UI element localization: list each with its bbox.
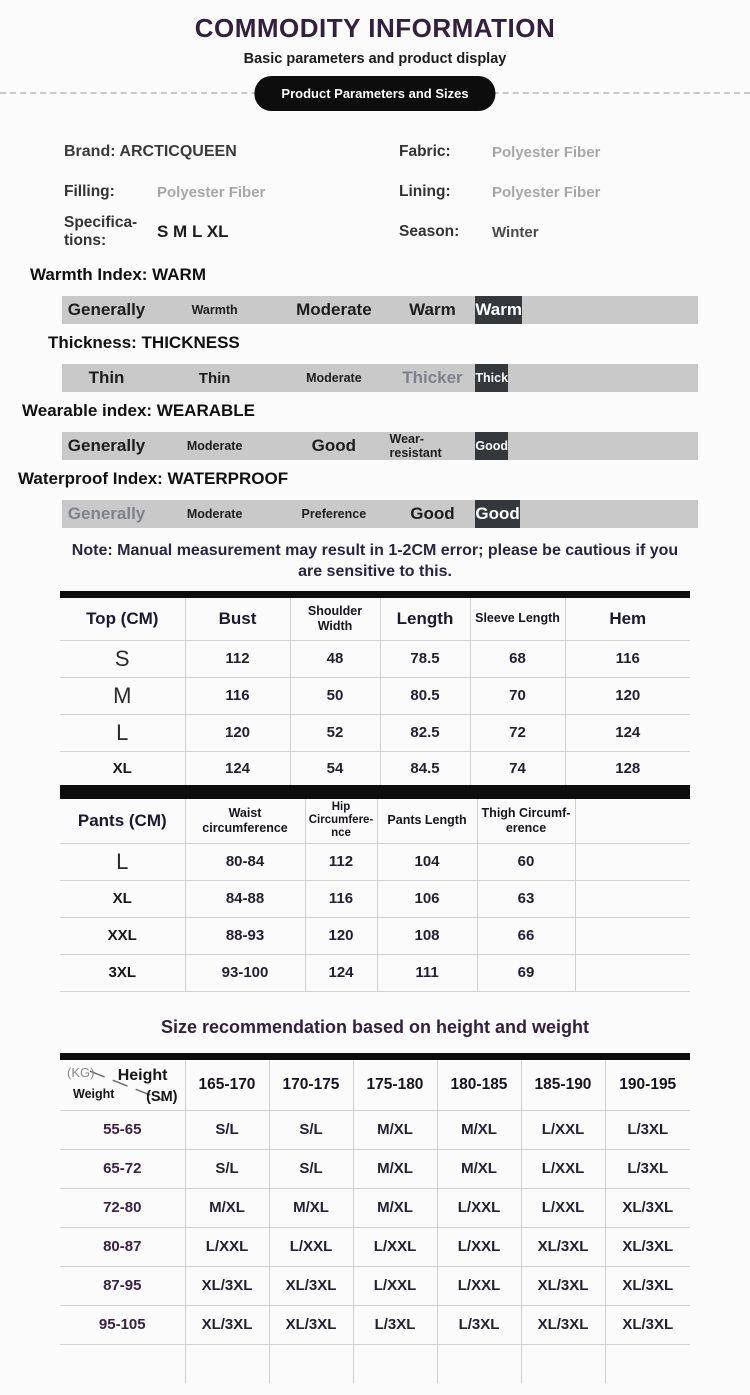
thickness-index-bar bbox=[62, 364, 698, 392]
size-recommendation-row bbox=[60, 1344, 690, 1383]
empty-cell bbox=[575, 843, 690, 880]
shoulder-width-cell: 48 bbox=[290, 640, 380, 677]
top-table-row bbox=[60, 677, 690, 714]
height-label: Height bbox=[117, 1066, 168, 1084]
hem-cell: 120 bbox=[565, 677, 690, 714]
measurement-note: Note: Manual measurement may result in 1-2CM error; please be cautious if you are sensitive to this. bbox=[71, 542, 679, 580]
weight-range-cell: 65-72 bbox=[60, 1149, 185, 1188]
page-header bbox=[0, 0, 750, 67]
length-cell: 82.5 bbox=[380, 714, 470, 751]
warmth-index-bar bbox=[62, 296, 698, 324]
thickness-index-section bbox=[0, 333, 750, 392]
index-bar-item: Thin bbox=[198, 369, 231, 387]
size-reco-cell: L/3XL bbox=[605, 1149, 690, 1188]
bust-cell: 116 bbox=[185, 677, 290, 714]
size-reco-cell: L/XXL bbox=[437, 1266, 521, 1305]
size-label-cell: M bbox=[60, 677, 185, 714]
size-reco-cell: L/3XL bbox=[605, 1110, 690, 1149]
bust-cell: 124 bbox=[185, 751, 290, 788]
size-recommendation-row bbox=[60, 1266, 690, 1305]
pants-size-table bbox=[60, 792, 690, 992]
size-reco-cell: M/XL bbox=[353, 1149, 437, 1188]
top-table-row bbox=[60, 714, 690, 751]
param-fabric bbox=[399, 132, 720, 172]
height-range-header: 185-190 bbox=[521, 1056, 605, 1110]
index-bar-item: Good bbox=[311, 436, 357, 455]
top-table-header: Length bbox=[380, 594, 470, 640]
param-specifications bbox=[64, 212, 399, 252]
size-recommendation-table bbox=[60, 1053, 690, 1384]
size-reco-cell: S/L bbox=[269, 1149, 353, 1188]
size-reco-cell: S/L bbox=[269, 1110, 353, 1149]
size-reco-cell: L/3XL bbox=[353, 1305, 437, 1344]
thigh-cell: 60 bbox=[477, 843, 575, 880]
empty-cell bbox=[575, 880, 690, 917]
size-reco-cell: XL/3XL bbox=[605, 1227, 690, 1266]
size-reco-cell: M/XL bbox=[437, 1149, 521, 1188]
pants-table-row bbox=[60, 954, 690, 991]
pants-table-header: Hip Circumfere-nce bbox=[305, 795, 377, 843]
index-bar-item: Moderate bbox=[296, 300, 372, 319]
index-bar-item: Wear-resistant bbox=[389, 432, 442, 460]
pants-table-header: Waist circumference bbox=[185, 795, 305, 843]
pants-table-header: Pants Length bbox=[377, 795, 477, 843]
waist-cell: 80-84 bbox=[185, 843, 305, 880]
index-bar-item: Thin bbox=[88, 368, 125, 387]
size-reco-cell: L/XXL bbox=[353, 1266, 437, 1305]
season-label: Season: bbox=[399, 223, 460, 241]
size-reco-cell: S/L bbox=[185, 1110, 269, 1149]
top-size-table bbox=[60, 591, 690, 792]
size-reco-cell: XL/3XL bbox=[605, 1266, 690, 1305]
page-title: COMMODITY INFORMATION bbox=[194, 13, 556, 43]
weight-height-corner-cell bbox=[60, 1056, 185, 1110]
size-recommendation-row bbox=[60, 1227, 690, 1266]
height-range-header: 180-185 bbox=[437, 1056, 521, 1110]
bust-cell: 120 bbox=[185, 714, 290, 751]
top-table-header: Shoulder Width bbox=[290, 594, 380, 640]
param-season bbox=[399, 212, 720, 252]
size-reco-cell bbox=[437, 1344, 521, 1383]
waterproof-index-heading: Waterproof Index: WATERPROOF bbox=[18, 469, 289, 488]
index-bars-section bbox=[0, 252, 750, 528]
height-range-header: 170-175 bbox=[269, 1056, 353, 1110]
size-table-header-row bbox=[60, 1056, 690, 1110]
weight-range-cell: 95-105 bbox=[60, 1305, 185, 1344]
pants-length-cell: 108 bbox=[377, 917, 477, 954]
thigh-cell: 63 bbox=[477, 880, 575, 917]
sleeve-length-cell: 74 bbox=[470, 751, 565, 788]
specifications-label: Specifica-tions: bbox=[64, 214, 138, 249]
pants-length-cell: 104 bbox=[377, 843, 477, 880]
weight-range-cell: 80-87 bbox=[60, 1227, 185, 1266]
section-badge: Product Parameters and Sizes bbox=[254, 76, 495, 111]
index-bar-item: Generally bbox=[67, 436, 146, 455]
filling-label: Filling: bbox=[64, 183, 115, 201]
height-range-header: 165-170 bbox=[185, 1056, 269, 1110]
top-table-header: Hem bbox=[565, 594, 690, 640]
filling-value: Polyester Fiber bbox=[157, 183, 266, 201]
warmth-index-heading: Warmth Index: WARM bbox=[30, 265, 206, 284]
kg-unit-label: (KG) bbox=[67, 1064, 95, 1080]
top-table-header: Sleeve Length bbox=[470, 594, 565, 640]
sleeve-length-cell: 72 bbox=[470, 714, 565, 751]
index-bar-item: Warmth bbox=[191, 303, 238, 317]
size-reco-cell: S/L bbox=[185, 1149, 269, 1188]
waterproof-index-bar bbox=[62, 500, 698, 528]
size-reco-cell: M/XL bbox=[353, 1110, 437, 1149]
sleeve-length-cell: 68 bbox=[470, 640, 565, 677]
size-reco-cell: L/XXL bbox=[353, 1227, 437, 1266]
brand-label: Brand: ARCTICQUEEN bbox=[64, 142, 237, 160]
height-range-header: 175-180 bbox=[353, 1056, 437, 1110]
size-reco-cell: M/XL bbox=[437, 1110, 521, 1149]
size-reco-cell: XL/3XL bbox=[185, 1305, 269, 1344]
size-label-cell: L bbox=[60, 843, 185, 880]
wearable-index-section bbox=[0, 401, 750, 460]
size-recommendation-row bbox=[60, 1110, 690, 1149]
hip-cell: 120 bbox=[305, 917, 377, 954]
weight-range-cell: 87-95 bbox=[60, 1266, 185, 1305]
param-lining bbox=[399, 172, 720, 212]
size-label-cell: XL bbox=[60, 880, 185, 917]
section-divider bbox=[0, 76, 750, 120]
hem-cell: 124 bbox=[565, 714, 690, 751]
index-bar-item: Preference bbox=[301, 507, 367, 521]
lining-value: Polyester Fiber bbox=[492, 183, 601, 201]
hip-cell: 116 bbox=[305, 880, 377, 917]
size-reco-cell: M/XL bbox=[353, 1188, 437, 1227]
pants-length-cell: 106 bbox=[377, 880, 477, 917]
lining-label: Lining: bbox=[399, 183, 451, 201]
index-bar-item: Generally bbox=[67, 504, 146, 523]
size-reco-cell bbox=[269, 1344, 353, 1383]
size-label-cell: XXL bbox=[60, 917, 185, 954]
empty-cell bbox=[575, 954, 690, 991]
size-recommendation-row bbox=[60, 1149, 690, 1188]
waist-cell: 84-88 bbox=[185, 880, 305, 917]
size-reco-cell bbox=[605, 1344, 690, 1383]
sm-unit-label: (SM) bbox=[146, 1088, 178, 1105]
size-reco-cell: M/XL bbox=[269, 1188, 353, 1227]
top-table-row bbox=[60, 751, 690, 788]
index-bar-item: Warm bbox=[475, 296, 522, 324]
size-reco-cell: XL/3XL bbox=[269, 1305, 353, 1344]
size-reco-cell: XL/3XL bbox=[521, 1305, 605, 1344]
index-bar-item: Moderate bbox=[306, 371, 362, 385]
pants-table-row bbox=[60, 917, 690, 954]
hip-cell: 112 bbox=[305, 843, 377, 880]
pants-table-row bbox=[60, 843, 690, 880]
size-recommendation-row bbox=[60, 1188, 690, 1227]
index-bar-item: Moderate bbox=[186, 507, 243, 521]
wearable-index-heading: Wearable index: WEARABLE bbox=[22, 401, 256, 420]
top-table-header: Top (CM) bbox=[86, 608, 159, 628]
thickness-index-heading: Thickness: THICKNESS bbox=[48, 333, 240, 352]
weight-range-cell: 55-65 bbox=[60, 1110, 185, 1149]
size-reco-cell: XL/3XL bbox=[185, 1266, 269, 1305]
shoulder-width-cell: 54 bbox=[290, 751, 380, 788]
fabric-label: Fabric: bbox=[399, 143, 451, 161]
param-filling bbox=[64, 172, 399, 212]
size-reco-cell: XL/3XL bbox=[269, 1266, 353, 1305]
size-reco-cell bbox=[185, 1344, 269, 1383]
pants-table-row bbox=[60, 880, 690, 917]
size-reco-cell: L/XXL bbox=[521, 1110, 605, 1149]
size-label-cell: XL bbox=[60, 751, 185, 788]
size-label-cell: L bbox=[60, 714, 185, 751]
height-range-header: 190-195 bbox=[605, 1056, 690, 1110]
size-reco-cell: L/XXL bbox=[269, 1227, 353, 1266]
length-cell: 80.5 bbox=[380, 677, 470, 714]
size-reco-cell: XL/3XL bbox=[605, 1188, 690, 1227]
waterproof-index-section bbox=[0, 469, 750, 528]
empty-cell bbox=[575, 917, 690, 954]
size-reco-cell: XL/3XL bbox=[521, 1266, 605, 1305]
index-bar-item: Good bbox=[475, 432, 508, 460]
waist-cell: 93-100 bbox=[185, 954, 305, 991]
size-reco-cell bbox=[521, 1344, 605, 1383]
hip-cell: 124 bbox=[305, 954, 377, 991]
wearable-index-bar bbox=[62, 432, 698, 460]
warmth-index-section bbox=[0, 265, 750, 324]
size-recommendation-row bbox=[60, 1305, 690, 1344]
size-reco-cell: XL/3XL bbox=[521, 1227, 605, 1266]
size-reco-cell: M/XL bbox=[185, 1188, 269, 1227]
pants-table-header bbox=[575, 795, 690, 843]
size-reco-cell: XL/3XL bbox=[605, 1305, 690, 1344]
length-cell: 78.5 bbox=[380, 640, 470, 677]
top-table-row bbox=[60, 640, 690, 677]
size-reco-cell: L/XXL bbox=[185, 1227, 269, 1266]
fabric-value: Polyester Fiber bbox=[492, 143, 601, 161]
hem-cell: 116 bbox=[565, 640, 690, 677]
weight-label: Weight bbox=[73, 1086, 115, 1101]
top-table-header-row bbox=[60, 594, 690, 640]
size-label-cell: S bbox=[60, 640, 185, 677]
index-bar-item: Warm bbox=[409, 300, 456, 319]
size-reco-cell: L/XXL bbox=[521, 1149, 605, 1188]
pants-table-header: Thigh Circumf-erence bbox=[477, 795, 575, 843]
waist-cell: 88-93 bbox=[185, 917, 305, 954]
pants-length-cell: 111 bbox=[377, 954, 477, 991]
weight-range-cell bbox=[60, 1344, 185, 1383]
size-reco-cell bbox=[353, 1344, 437, 1383]
shoulder-width-cell: 50 bbox=[290, 677, 380, 714]
length-cell: 84.5 bbox=[380, 751, 470, 788]
season-value: Winter bbox=[492, 223, 539, 241]
index-bar-item: Good bbox=[410, 504, 455, 523]
index-bar-item: Thick bbox=[475, 364, 508, 392]
size-label-cell: 3XL bbox=[60, 954, 185, 991]
size-reco-cell: L/XXL bbox=[437, 1188, 521, 1227]
size-reco-cell: L/3XL bbox=[437, 1305, 521, 1344]
index-bar-item: Generally bbox=[67, 300, 146, 319]
size-reco-cell: L/XXL bbox=[521, 1188, 605, 1227]
page-subtitle: Basic parameters and product display bbox=[243, 51, 507, 67]
param-brand bbox=[64, 132, 399, 172]
size-reco-cell: L/XXL bbox=[437, 1227, 521, 1266]
specifications-value: S M L XL bbox=[157, 222, 229, 241]
index-bar-item: Good bbox=[475, 500, 519, 528]
thigh-cell: 66 bbox=[477, 917, 575, 954]
parameters-grid bbox=[0, 120, 750, 252]
weight-range-cell: 72-80 bbox=[60, 1188, 185, 1227]
pants-table-header-row bbox=[60, 795, 690, 843]
size-recommendation-heading: Size recommendation based on height and weight bbox=[160, 1016, 590, 1037]
thigh-cell: 69 bbox=[477, 954, 575, 991]
top-table-header: Bust bbox=[185, 594, 290, 640]
bust-cell: 112 bbox=[185, 640, 290, 677]
pants-table-header: Pants (CM) bbox=[77, 810, 167, 830]
index-bar-item: Thicker bbox=[402, 368, 463, 387]
index-bar-item: Moderate bbox=[186, 439, 243, 453]
hem-cell: 128 bbox=[565, 751, 690, 788]
sleeve-length-cell: 70 bbox=[470, 677, 565, 714]
shoulder-width-cell: 52 bbox=[290, 714, 380, 751]
